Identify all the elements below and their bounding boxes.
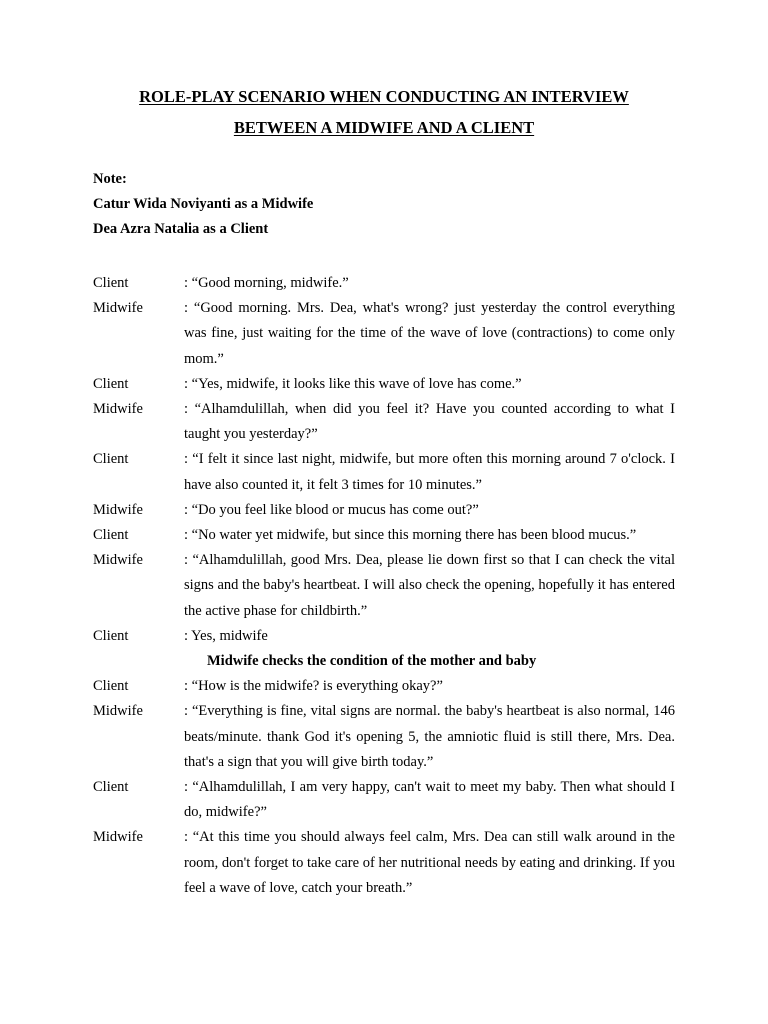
note-label: Note: <box>93 171 127 187</box>
dialogue-row <box>93 699 675 775</box>
dialogue-row <box>93 674 675 699</box>
dialogue-script <box>93 271 675 901</box>
speaker-name: Midwife <box>93 829 143 846</box>
dialogue-line: : “Good morning. Mrs. Dea, what's wrong? just yesterday the control everything was fine, just waiting for the time of the wave of love (contractions) to come only mom.” <box>184 300 675 367</box>
speaker-name: Midwife <box>93 401 143 418</box>
dialogue-row <box>93 825 675 901</box>
dialogue-line: : “I felt it since last night, midwife, but more often this morning around 7 o'clock. I have also counted it, it felt 3 times for 10 minutes.” <box>184 451 675 493</box>
speaker-name: Client <box>93 627 129 644</box>
dialogue-line: : “Everything is fine, vital signs are normal. the baby's heartbeat is also normal, 146 beats/minute. thank God it's opening 5, the amniotic fluid is still there, Mrs. Dea. that's a sign that you will give birth today.” <box>184 703 675 770</box>
speaker-name: Midwife <box>93 501 143 518</box>
document-title-line-1: ROLE-PLAY SCENARIO WHEN CONDUCTING AN INTERVIEW <box>139 87 629 106</box>
dialogue-line: : “Alhamdulillah, when did you feel it? Have you counted according to what I taught you yesterday?” <box>184 401 675 443</box>
note-line-midwife: Catur Wida Noviyanti as a Midwife <box>93 196 314 212</box>
note-line-client: Dea Azra Natalia as a Client <box>93 221 269 237</box>
speaker-name: Midwife <box>93 703 143 720</box>
dialogue-row <box>93 447 675 497</box>
dialogue-line: : “How is the midwife? is everything okay?” <box>184 678 443 695</box>
dialogue-row <box>93 624 675 649</box>
dialogue-line: : “Alhamdulillah, good Mrs. Dea, please lie down first so that I can check the vital signs and the baby's heartbeat. I will also check the opening, hopefully it has entered the active phase for childbirth.” <box>184 552 675 619</box>
dialogue-row <box>93 498 675 523</box>
dialogue-row <box>93 548 675 624</box>
speaker-name: Client <box>93 779 129 796</box>
dialogue-row <box>93 775 675 825</box>
speaker-name: Midwife <box>93 300 143 317</box>
stage-direction: Midwife checks the condition of the mother and baby <box>207 653 537 670</box>
speaker-name: Client <box>93 375 129 392</box>
document-title-line-2: BETWEEN A MIDWIFE AND A CLIENT <box>233 118 535 137</box>
speaker-name: Client <box>93 451 129 468</box>
dialogue-row <box>93 296 675 372</box>
dialogue-row <box>93 397 675 447</box>
speaker-name: Client <box>93 678 129 695</box>
speaker-name: Client <box>93 527 129 544</box>
dialogue-line: : “At this time you should always feel calm, Mrs. Dea can still walk around in the room, don't forget to take care of her nutritional needs by eating and drinking. If you feel a wave of love, catch your breath.” <box>184 829 675 896</box>
speaker-name: Client <box>93 275 129 291</box>
dialogue-row <box>93 372 675 397</box>
speaker-name: Midwife <box>93 552 143 569</box>
dialogue-line: : Yes, midwife <box>184 627 268 644</box>
dialogue-row <box>93 523 675 548</box>
dialogue-line: : “Yes, midwife, it looks like this wave of love has come.” <box>184 375 522 392</box>
dialogue-row <box>93 271 675 296</box>
dialogue-line: : “Alhamdulillah, I am very happy, can't wait to meet my baby. Then what should I do, midwife?” <box>184 779 675 821</box>
dialogue-line: : “Good morning, midwife.” <box>184 275 349 291</box>
dialogue-line: : “Do you feel like blood or mucus has come out?” <box>184 501 479 518</box>
dialogue-line: : “No water yet midwife, but since this morning there has been blood mucus.” <box>184 527 637 544</box>
